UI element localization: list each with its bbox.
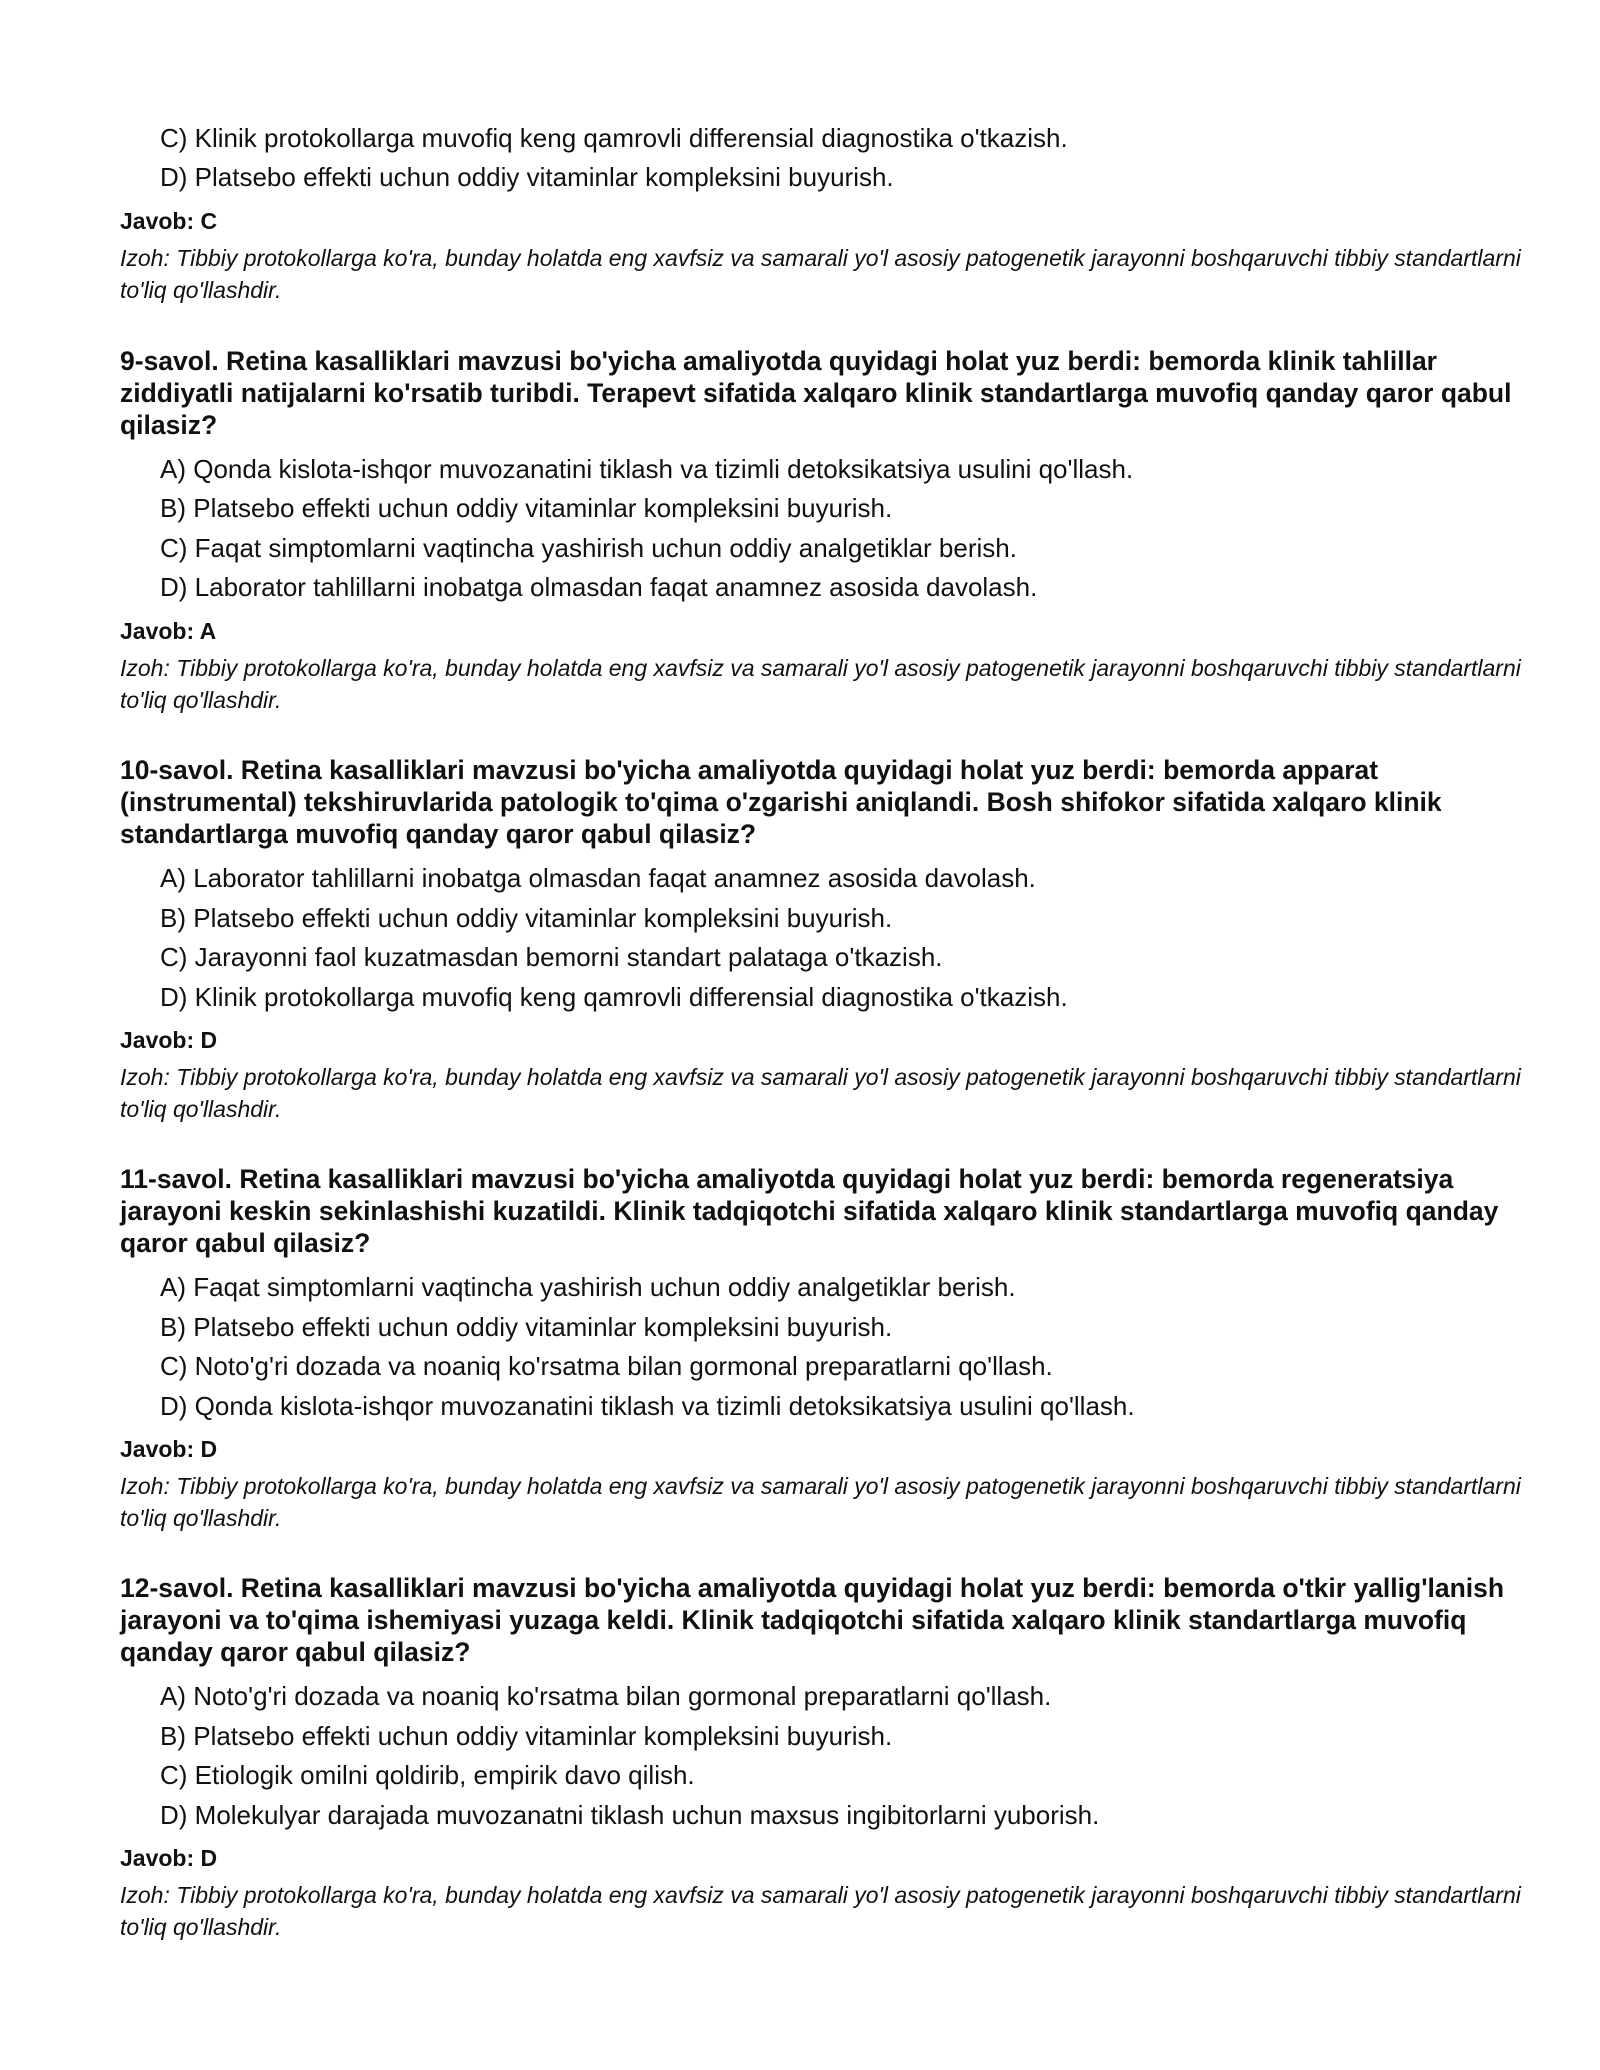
answer-label: Javob: D xyxy=(120,1845,218,1871)
option-d: D) Laborator tahlillarni inobatga olmasdan faqat anamnez asosida davolash. xyxy=(160,572,1038,602)
option-c: C) Jarayonni faol kuzatmasdan bemorni standart palataga o'tkazish. xyxy=(160,942,943,972)
explanation-note: Izoh: Tibbiy protokollarga ko'ra, bunday holatda eng xavfsiz va samarali yo'l asosiy patogenetik jarayonni boshqaruvchi tibbiy standartlarni to'liq qo'llashdir. xyxy=(120,1882,1521,1940)
option-d: D) Platsebo effekti uchun oddiy vitaminlar kompleksini buyurish. xyxy=(160,162,894,192)
answer-label: Javob: C xyxy=(120,208,218,234)
option-c: C) Etiologik omilni qoldirib, empirik davo qilish. xyxy=(160,1760,695,1790)
question-title: 10-savol. Retina kasalliklari mavzusi bo'yicha amaliyotda quyidagi holat yuz berdi: bemorda apparat (instrumental) tekshiruvlarida patologik to'qima o'zgarishi aniqlandi. Bosh shifokor sifatida xalqaro klinik standartlarga muvofiq qanday qaror qabul qilasiz? xyxy=(120,755,1442,849)
option-a: A) Qonda kislota-ishqor muvozanatini tiklash va tizimli detoksikatsiya usulini qo'llash. xyxy=(160,454,1134,484)
explanation-note: Izoh: Tibbiy protokollarga ko'ra, bunday holatda eng xavfsiz va samarali yo'l asosiy patogenetik jarayonni boshqaruvchi tibbiy standartlarni to'liq qo'llashdir. xyxy=(120,655,1521,713)
explanation-note: Izoh: Tibbiy protokollarga ko'ra, bunday holatda eng xavfsiz va samarali yo'l asosiy patogenetik jarayonni boshqaruvchi tibbiy standartlarni to'liq qo'llashdir. xyxy=(120,245,1521,303)
option-d: D) Qonda kislota-ishqor muvozanatini tiklash va tizimli detoksikatsiya usulini qo'llash. xyxy=(160,1391,1135,1421)
option-a: A) Faqat simptomlarni vaqtincha yashirish uchun oddiy analgetiklar berish. xyxy=(160,1272,1016,1302)
question-title: 9-savol. Retina kasalliklari mavzusi bo'yicha amaliyotda quyidagi holat yuz berdi: bemorda klinik tahlillar ziddiyatli natijalarni ko'rsatib turibdi. Terapevt sifatida xalqaro klinik standartlarga muvofiq qanday qaror qabul qilasiz? xyxy=(120,346,1512,440)
option-d: D) Molekulyar darajada muvozanatni tiklash uchun maxsus ingibitorlarni yuborish. xyxy=(160,1800,1100,1830)
answer-label: Javob: D xyxy=(120,1027,218,1053)
option-a: A) Noto'g'ri dozada va noaniq ko'rsatma bilan gormonal preparatlarni qo'llash. xyxy=(160,1681,1052,1711)
option-c: C) Klinik protokollarga muvofiq keng qamrovli differensial diagnostika o'tkazish. xyxy=(160,123,1068,153)
option-c: C) Faqat simptomlarni vaqtincha yashirish uchun oddiy analgetiklar berish. xyxy=(160,533,1017,563)
question-title: 11-savol. Retina kasalliklari mavzusi bo'yicha amaliyotda quyidagi holat yuz berdi: bemorda regeneratsiya jarayoni keskin sekinlashishi kuzatildi. Klinik tadqiqotchi sifatida xalqaro klinik standartlarga muvofiq qanday qaror qabul qilasiz? xyxy=(120,1164,1499,1258)
answer-label: Javob: D xyxy=(120,1436,218,1462)
option-c: C) Noto'g'ri dozada va noaniq ko'rsatma bilan gormonal preparatlarni qo'llash. xyxy=(160,1351,1053,1381)
option-d: D) Klinik protokollarga muvofiq keng qamrovli differensial diagnostika o'tkazish. xyxy=(160,982,1068,1012)
option-b: B) Platsebo effekti uchun oddiy vitaminlar kompleksini buyurish. xyxy=(160,1721,893,1751)
question-title: 12-savol. Retina kasalliklari mavzusi bo'yicha amaliyotda quyidagi holat yuz berdi: bemorda o'tkir yallig'lanish jarayoni va to'qima ishemiyasi yuzaga keldi. Klinik tadqiqotchi sifatida xalqaro klinik standartlarga muvofiq qanday qaror qabul qilasiz? xyxy=(120,1573,1505,1667)
answer-label: Javob: A xyxy=(120,618,217,644)
option-b: B) Platsebo effekti uchun oddiy vitaminlar kompleksini buyurish. xyxy=(160,1312,893,1342)
option-a: A) Laborator tahlillarni inobatga olmasdan faqat anamnez asosida davolash. xyxy=(160,863,1036,893)
explanation-note: Izoh: Tibbiy protokollarga ko'ra, bunday holatda eng xavfsiz va samarali yo'l asosiy patogenetik jarayonni boshqaruvchi tibbiy standartlarni to'liq qo'llashdir. xyxy=(120,1473,1521,1531)
explanation-note: Izoh: Tibbiy protokollarga ko'ra, bunday holatda eng xavfsiz va samarali yo'l asosiy patogenetik jarayonni boshqaruvchi tibbiy standartlarni to'liq qo'llashdir. xyxy=(120,1064,1521,1122)
option-b: B) Platsebo effekti uchun oddiy vitaminlar kompleksini buyurish. xyxy=(160,903,893,933)
option-b: B) Platsebo effekti uchun oddiy vitaminlar kompleksini buyurish. xyxy=(160,493,893,523)
